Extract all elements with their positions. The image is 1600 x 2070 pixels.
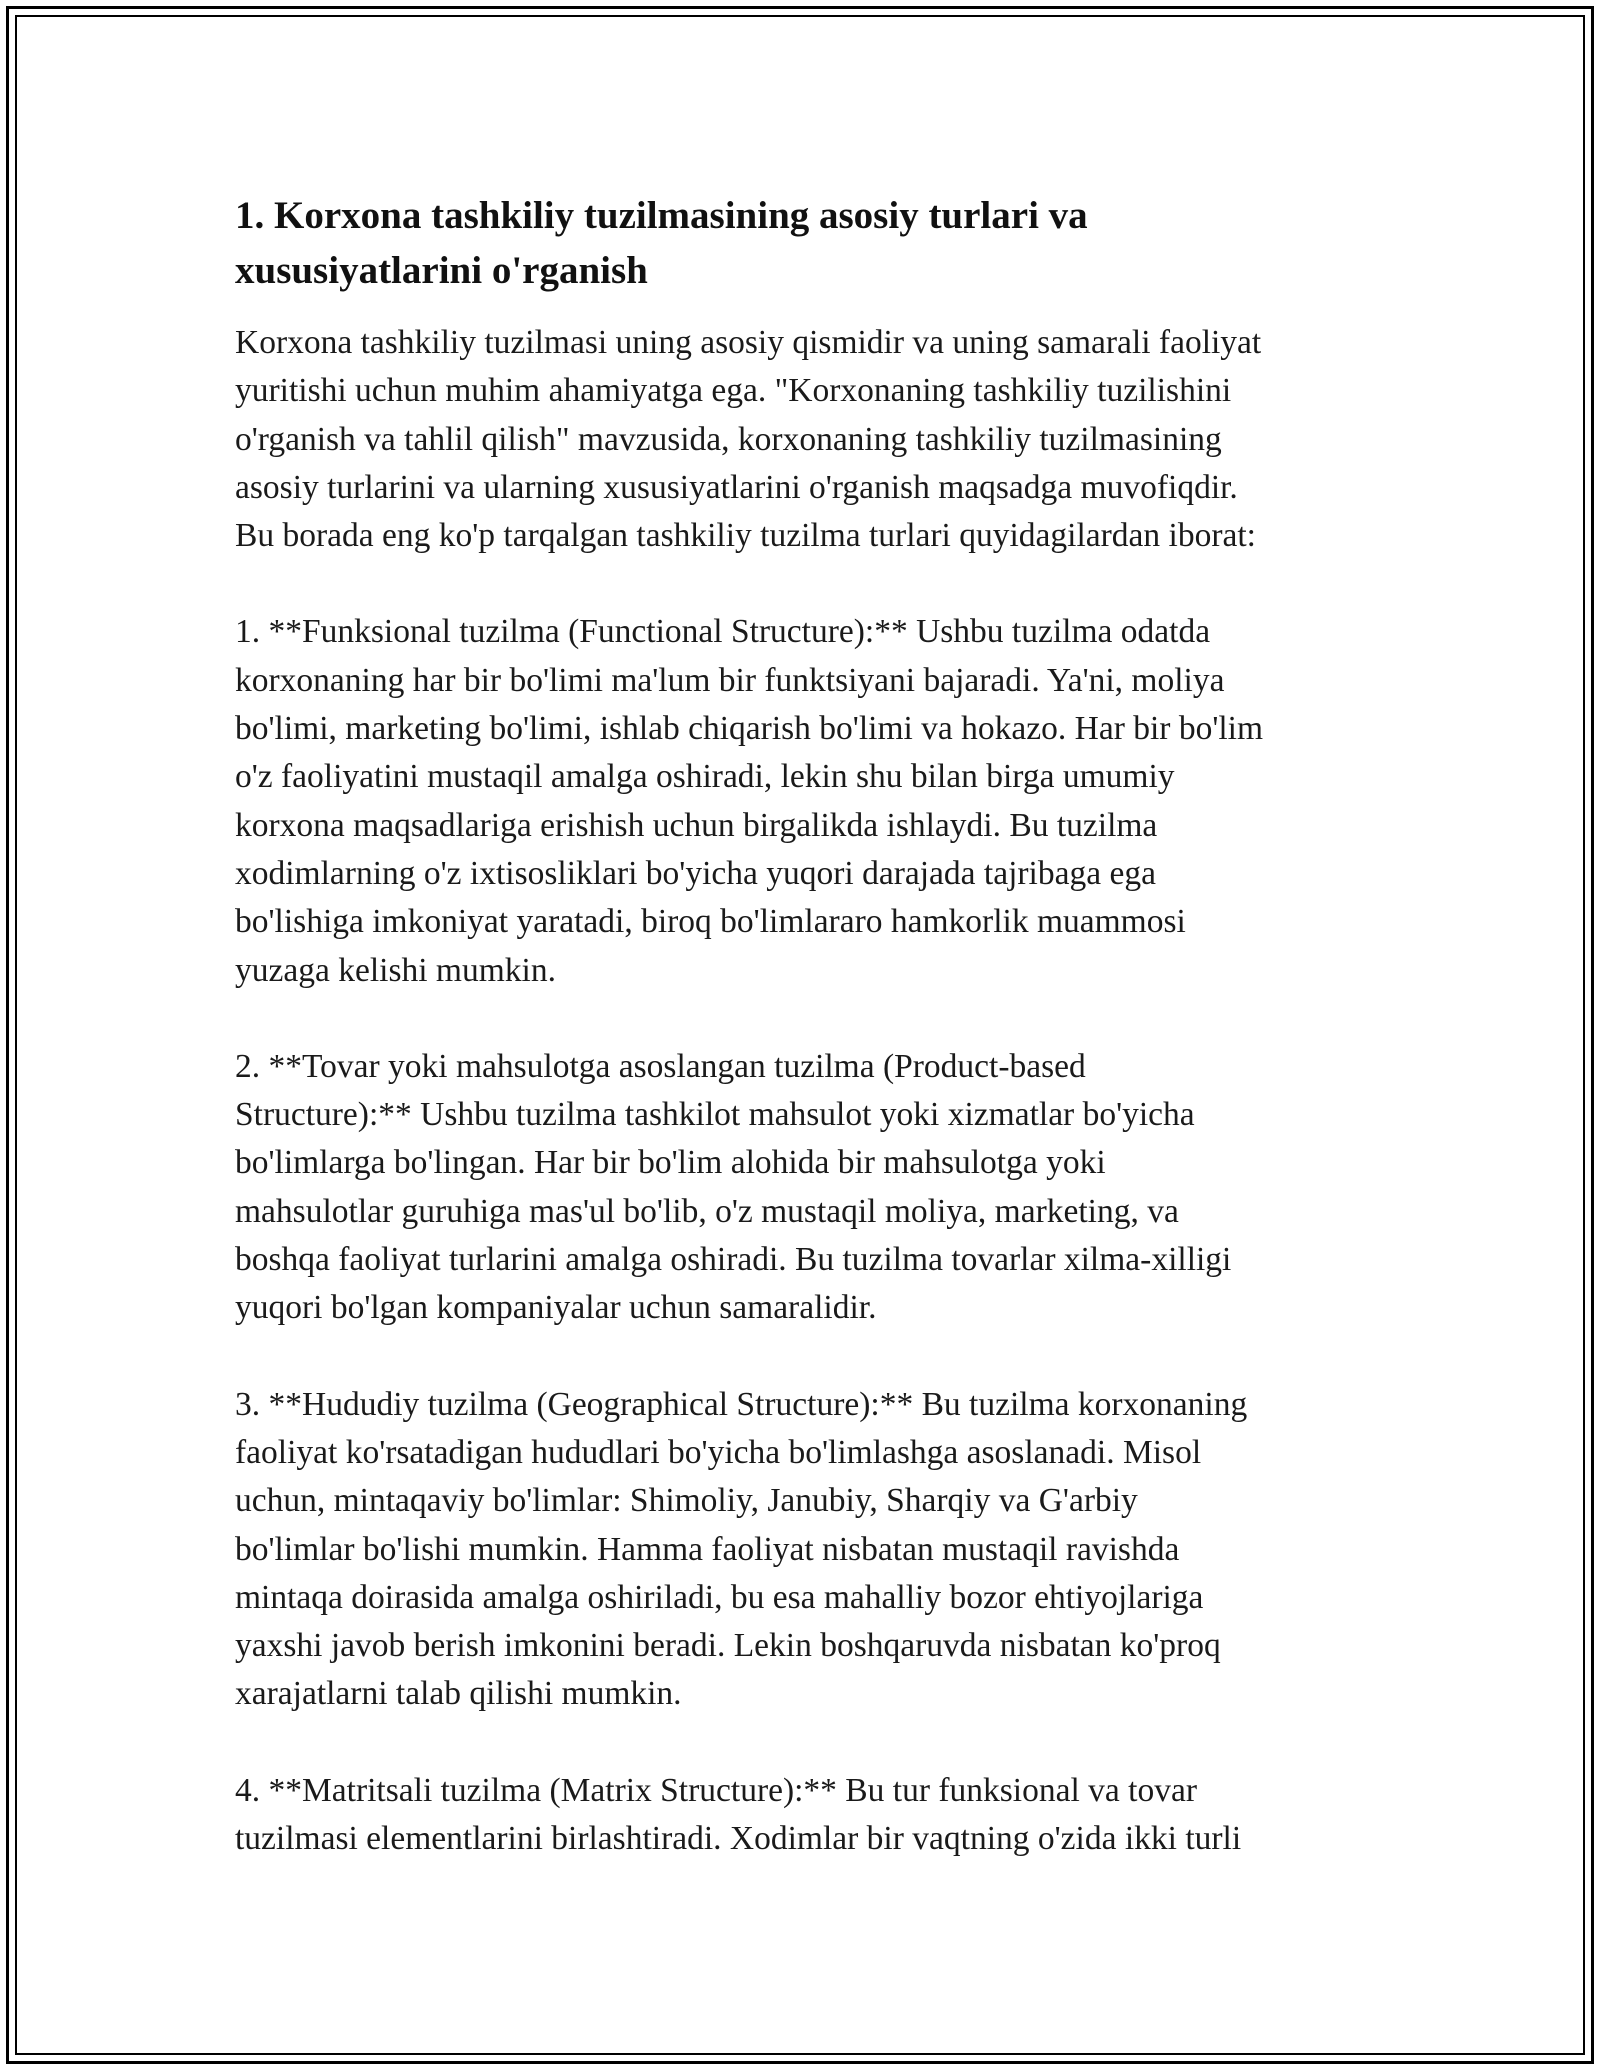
functional-structure-paragraph: 1. **Funksional tuzilma (Functional Structure):** Ushbu tuzilma odatda korxonaning har bir bo'limi ma'lum bir funktsiyani bajaradi. Ya'ni, moliya bo'limi, marketing bo'limi, ishlab chiqarish bo'limi va hokazo. Har bir bo'lim o'z faoliyatini mustaqil amalga oshiradi, lekin shu bilan birga umumiy korxona maqsadlariga erishish uchun birgalikda ishlaydi. Bu tuzilma xodimlarning o'z ixtisosliklari bo'yicha yuqori darajada tajribaga ega bo'lishiga imkoniyat yaratadi, biroq bo'limlararo hamkorlik muammosi yuzaga kelishi mumkin. bbox=[235, 613, 1264, 989]
geographical-structure-paragraph: 3. **Hududiy tuzilma (Geographical Structure):** Bu tuzilma korxonaning faoliyat ko'rsatadigan hududlari bo'yicha bo'limlashga asoslanadi. Misol uchun, mintaqaviy bo'limlar: Shimoliy, Janubiy, Sharqiy va G'arbiy bo'limlar bo'lishi mumkin. Hamma faoliyat nisbatan mustaqil ravishda mintaqa doirasida amalga oshiriladi, bu esa mahalliy bozor ehtiyojlariga yaxshi javob berish imkonini beradi. Lekin boshqaruvda nisbatan ko'proq xarajatlarni talab qilishi mumkin. bbox=[235, 1385, 1248, 1713]
matrix-structure-paragraph: 4. **Matritsali tuzilma (Matrix Structure):** Bu tur funksional va tovar tuzilmasi elementlarini birlashtiradi. Xodimlar bir vaqtning o'zida ikki turli bbox=[235, 1771, 1242, 1858]
product-structure-paragraph: 2. **Tovar yoki mahsulotga asoslangan tuzilma (Product-based Structure):** Ushbu tuzilma tashkilot mahsulot yoki xizmatlar bo'yicha bo'limlarga bo'lingan. Har bir bo'lim alohida bir mahsulotga yoki mahsulotlar guruhiga mas'ul bo'lib, o'z mustaqil moliya, marketing, va boshqa faoliyat turlarini amalga oshiradi. Bu tuzilma tovarlar xilma-xilligi yuqori bo'lgan kompaniyalar uchun samaralidir. bbox=[235, 1047, 1232, 1327]
intro-paragraph: Korxona tashkiliy tuzilmasi uning asosiy qismidir va uning samarali faoliyat yuritishi uchun muhim ahamiyatga ega. "Korxonaning tashkiliy tuzilishini o'rganish va tahlil qilish" mavzusida, korxonaning tashkiliy tuzilmasining asosiy turlarini va ularning xususiyatlarini o'rganish maqsadga muvofiqdir. Bu borada eng ko'p tarqalgan tashkiliy tuzilma turlari quyidagilardan iborat: bbox=[235, 324, 1262, 555]
section-heading: 1. Korxona tashkiliy tuzilmasining asosiy turlari va xususiyatlarini o'rganish bbox=[235, 194, 1088, 292]
document-body bbox=[235, 188, 1370, 1863]
